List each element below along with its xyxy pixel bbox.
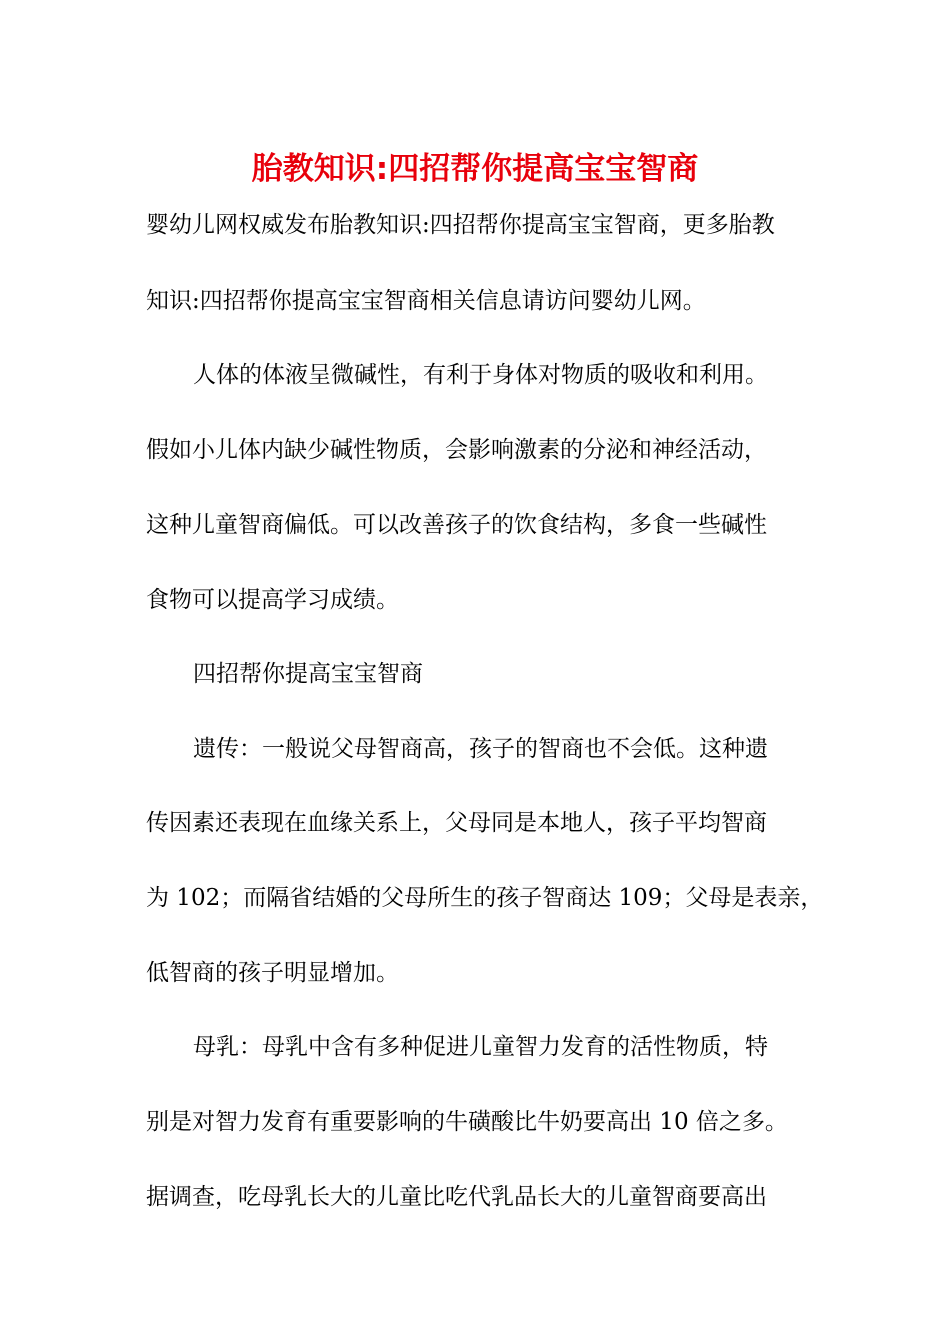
document-title: 胎教知识:四招帮你提高宝宝智商 xyxy=(251,151,699,187)
paragraph-line: 人体的体液呈微碱性，有利于身体对物质的吸收和利用。 xyxy=(193,362,768,388)
paragraph-line: 这种儿童智商偏低。可以改善孩子的饮食结构，多食一些碱性 xyxy=(146,512,767,538)
paragraph-line: 假如小儿体内缺少碱性物质，会影响激素的分泌和神经活动， xyxy=(146,437,767,463)
paragraph-line: 为 102；而隔省结婚的父母所生的孩子智商达 109；父母是表亲， xyxy=(146,885,824,911)
paragraph-line: 婴幼儿网权威发布胎教知识:四招帮你提高宝宝智商，更多胎教 xyxy=(146,212,775,238)
paragraph-line: 低智商的孩子明显增加。 xyxy=(146,960,399,986)
paragraph-line: 母乳：母乳中含有多种促进儿童智力发育的活性物质，特 xyxy=(193,1034,768,1060)
paragraph-line: 知识:四招帮你提高宝宝智商相关信息请访问婴幼儿网。 xyxy=(146,288,706,314)
paragraph-line: 据调查，吃母乳长大的儿童比吃代乳品长大的儿童智商要高出 xyxy=(146,1184,767,1210)
paragraph-line: 传因素还表现在血缘关系上，父母同是本地人，孩子平均智商 xyxy=(146,810,767,836)
section-heading: 四招帮你提高宝宝智商 xyxy=(193,661,423,687)
paragraph-line: 食物可以提高学习成绩。 xyxy=(146,587,399,613)
paragraph-line: 别是对智力发育有重要影响的牛磺酸比牛奶要高出 10 倍之多。 xyxy=(146,1109,788,1135)
paragraph-line: 遗传：一般说父母智商高，孩子的智商也不会低。这种遗 xyxy=(193,736,768,762)
